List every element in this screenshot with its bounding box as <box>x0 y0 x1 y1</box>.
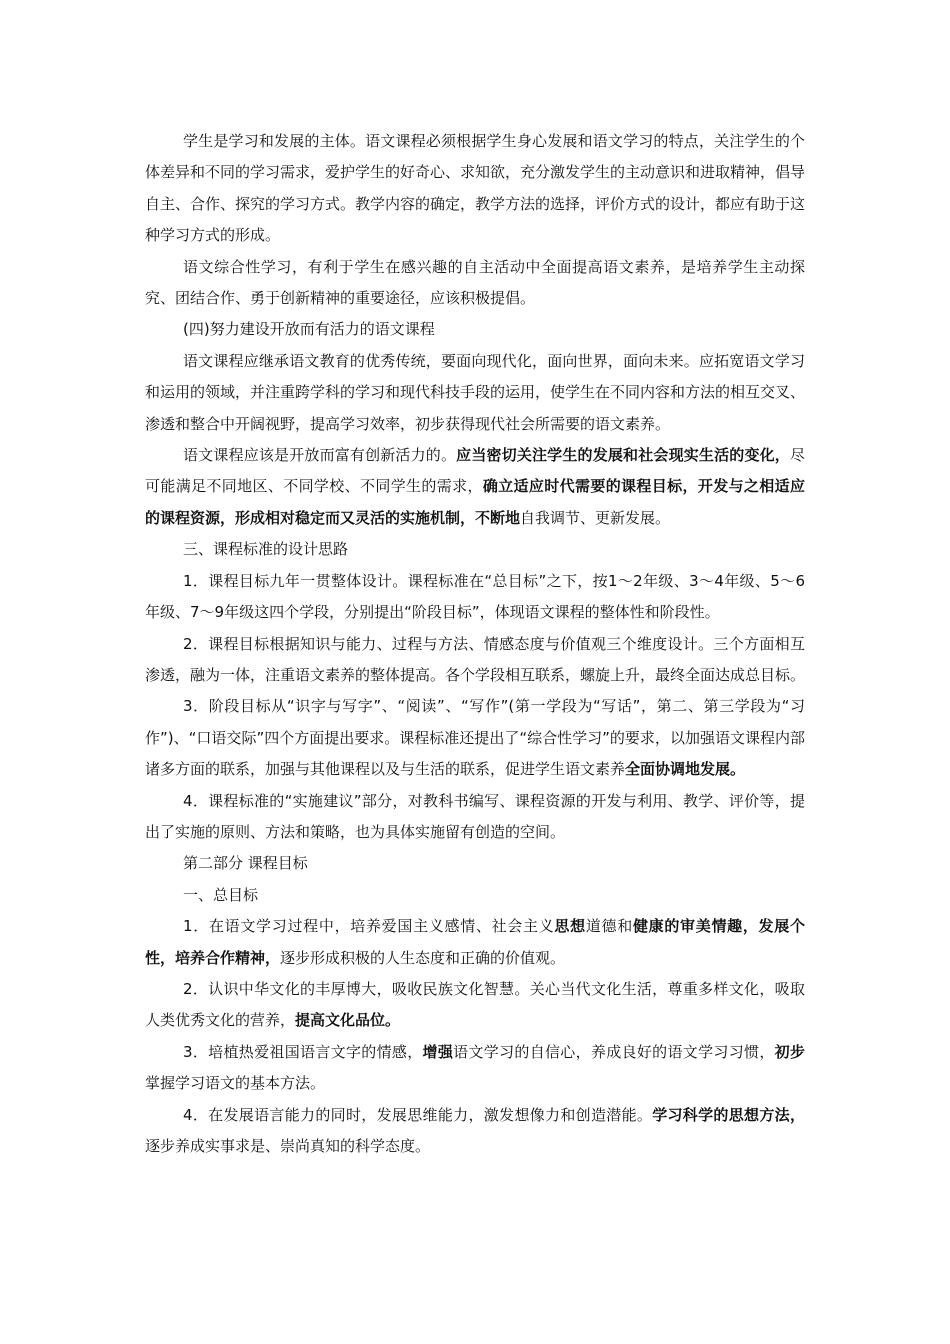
text-run: 语文课程应继承语文教育的优秀传统，要面向现代化，面向世界，面向未来。应拓宽语文学习和运用的领域，并注重跨学科的学习和现代科技手段的运用，使学生在不同内容和方法的相互交叉、渗透和整合中开阔视野，提高学习效率，初步获得现代社会所需要的语文素养。 <box>145 351 806 433</box>
bold-text: 提高文化品位。 <box>295 1011 401 1030</box>
paragraph <box>145 1037 805 1100</box>
text-run: 2．课程目标根据知识与能力、过程与方法、情感态度与价值观三个维度设计。三个方面相互渗透，融为一体，注重语文素养的整体提高。各个学段相互联系，螺旋上升，最终全面达成总目标。 <box>145 634 806 684</box>
text-run: 1．课程目标九年一贯整体设计。课程标准在“总目标”之下，按1～2年级、3～4年级、5～6年级、7～9年级这四个学段，分别提出“阶段目标”，体现语文课程的整体性和阶段性。 <box>145 571 805 622</box>
section-heading <box>145 534 805 565</box>
paragraph <box>145 786 805 849</box>
text-run: 4．在发展语言能力的同时，发展思维能力，激发想像力和创造潜能。 <box>183 1105 653 1124</box>
text-run: 4．课程标准的“实施建议”部分，对教科书编写、课程资源的开发与利用、教学、评价等，提出了实施的原则、方法和策略，也为具体实施留有创造的空间。 <box>145 791 805 841</box>
paragraph <box>145 974 805 1037</box>
text-run: 3．阶段目标从“识字与写字”、“阅读”、“写作”(第一学段为“写话”，第二、第三学段为“习作”)、“口语交际”四个方面提出要求。课程标准还提出了“综合性学习”的要求，以加强语文课程内部诸多方面的联系，加强与其他课程以及与生活的联系，促进学生语文素养 <box>145 697 805 779</box>
section-heading <box>145 848 805 879</box>
bold-text: 应当密切关注学生的发展和社会现实生活的变化， <box>456 446 790 465</box>
document-body <box>145 126 805 1162</box>
paragraph <box>145 126 805 252</box>
paragraph <box>145 252 805 315</box>
text-run: 1．在语文学习过程中，培养爱国主义感情、社会主义 <box>183 917 555 936</box>
text-run: 一、总目标 <box>183 885 259 904</box>
paragraph <box>145 440 805 534</box>
text-run: 三、课程标准的设计思路 <box>183 540 349 559</box>
bold-text: 初步 <box>774 1042 805 1061</box>
text-run: 道德和 <box>585 917 633 936</box>
bold-text: 学习科学的思想方法， <box>652 1105 805 1124</box>
paragraph <box>145 691 805 785</box>
text-run: 自我调节、更新发展。 <box>520 508 671 527</box>
paragraph <box>145 566 805 629</box>
paragraph <box>145 911 805 974</box>
text-run: 逐步形成积极的人生态度和正确的价值观。 <box>280 948 566 967</box>
bold-text: 确立适应时代需要的课程目标，开发与之相适应的课程资源，形成相对稳定而又灵活的实施机制，不断地 <box>145 477 805 527</box>
text-run: 掌握学习语文的基本方法。 <box>145 1074 326 1093</box>
paragraph <box>145 629 805 692</box>
text-run: 语文综合性学习，有利于学生在感兴趣的自主活动中全面提高语文素养，是培养学生主动探究、团结合作、勇于创新精神的重要途径，应该积极提倡。 <box>145 257 805 308</box>
section-heading <box>145 314 805 345</box>
paragraph <box>145 346 805 440</box>
text-run: 2．认识中华文化的丰厚博大，吸收民族文化智慧。关心当代文化生活，尊重多样文化，吸取人类优秀文化的营养， <box>145 979 805 1030</box>
section-heading <box>145 880 805 911</box>
text-run: (四)努力建设开放而有活力的语文课程 <box>183 320 435 339</box>
text-run: 语文课程应该是开放而富有创新活力的。 <box>183 446 457 465</box>
bold-text: 全面协调地发展。 <box>625 760 746 779</box>
text-run: 语文学习的自信心，养成良好的语文学习习惯， <box>453 1042 775 1061</box>
paragraph <box>145 1100 805 1163</box>
bold-text: 健康的审美情趣，发展个性，培养合作精神， <box>145 917 805 967</box>
text-run: 尽可能满足不同地区、不同学校、不同学生的需求， <box>145 446 805 496</box>
text-run: 3．培植热爱祖国语言文字的情感， <box>183 1042 423 1061</box>
bold-text: 增强 <box>422 1042 454 1061</box>
text-run: 学生是学习和发展的主体。语文课程必须根据学生身心发展和语文学习的特点，关注学生的个体差异和不同的学习需求，爱护学生的好奇心、求知欲，充分激发学生的主动意识和进取精神，倡导自主、合作、探究的学习方式。教学内容的确定，教学方法的选择，评价方式的设计，都应有助于这种学习方式的形成。 <box>145 132 806 245</box>
text-run: 逐步养成实事求是、崇尚真知的科学态度。 <box>145 1137 431 1155</box>
bold-text: 思想 <box>554 917 586 936</box>
text-run: 第二部分 课程目标 <box>183 854 308 873</box>
